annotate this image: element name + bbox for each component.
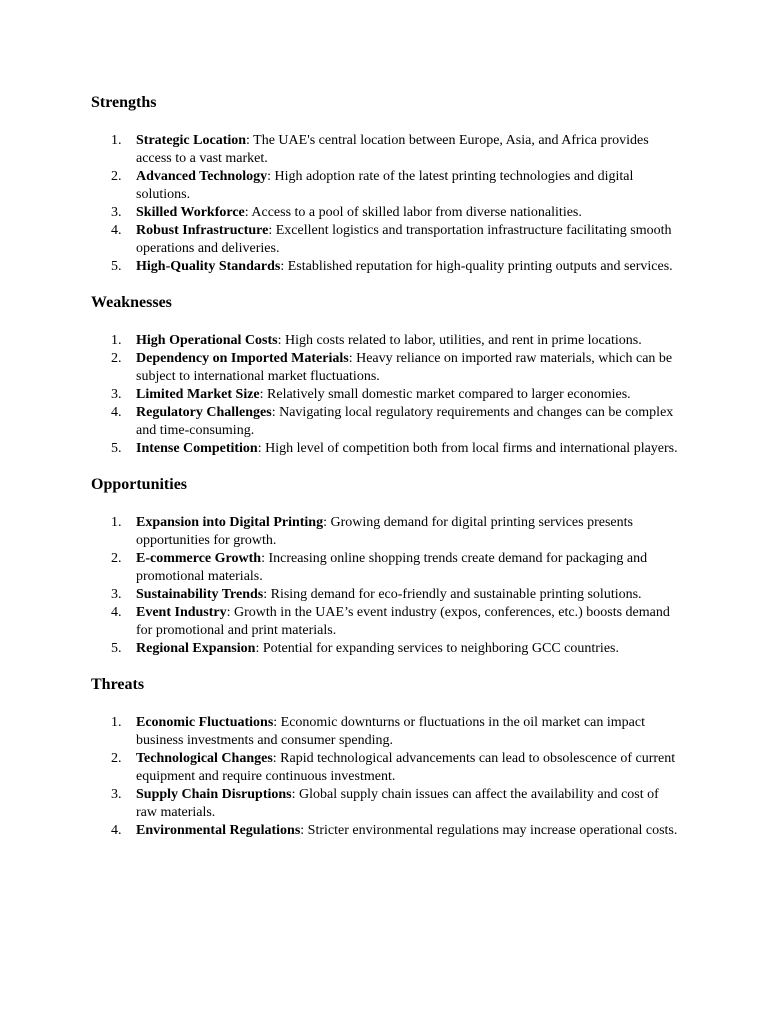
list-item: 3. Sustainability Trends: Rising demand for eco-friendly and sustainable printing solutions.	[111, 587, 642, 602]
list-item: 3. Skilled Workforce: Access to a pool of skilled labor from diverse nationalities.	[111, 205, 582, 220]
list-item: 5. Regional Expansion: Potential for expanding services to neighboring GCC countries.	[111, 641, 619, 656]
list-item: 5. High-Quality Standards: Established reputation for high-quality printing outputs and services.	[111, 259, 673, 274]
document-content	[91, 92, 681, 856]
list-item: 4. Robust Infrastructure: Excellent logistics and transportation infrastructure facilitating smooth operations and deliveries.	[111, 223, 672, 256]
list-item: 1. Strategic Location: The UAE's central location between Europe, Asia, and Africa provides access to a vast market.	[111, 133, 649, 166]
list-item: 2. Advanced Technology: High adoption rate of the latest printing technologies and digital solutions.	[111, 169, 634, 202]
list-item: 4. Regulatory Challenges: Navigating local regulatory requirements and changes can be complex and time-consuming.	[111, 405, 674, 438]
list-item: 1. Economic Fluctuations: Economic downturns or fluctuations in the oil market can impact business investments and consumer spending.	[111, 715, 645, 748]
section-title-weaknesses: Weaknesses	[91, 294, 172, 311]
list-item: 3. Supply Chain Disruptions: Global supply chain issues can affect the availability and cost of raw materials.	[111, 787, 659, 820]
list-item: 2. E-commerce Growth: Increasing online shopping trends create demand for packaging and promotional materials.	[111, 551, 648, 584]
section-title-opportunities: Opportunities	[91, 476, 188, 493]
list-item: 2. Technological Changes: Rapid technological advancements can lead to obsolescence of current equipment and require continuous investment.	[111, 751, 676, 784]
list-item: 1. High Operational Costs: High costs related to labor, utilities, and rent in prime locations.	[111, 333, 642, 348]
list-item: 2. Dependency on Imported Materials: Heavy reliance on imported raw materials, which can be subject to international market fluctuations.	[111, 351, 673, 384]
list-item: 4. Environmental Regulations: Stricter environmental regulations may increase operational costs.	[111, 823, 678, 838]
list-item: 5. Intense Competition: High level of competition both from local firms and international players.	[111, 441, 678, 456]
list-item: 3. Limited Market Size: Relatively small domestic market compared to larger economies.	[111, 387, 631, 402]
threats-list	[91, 714, 681, 840]
section-title-strengths: Strengths	[91, 94, 157, 111]
list-item: 1. Expansion into Digital Printing: Growing demand for digital printing services presents opportunities for growth.	[111, 515, 633, 548]
section-title-threats: Threats	[91, 676, 145, 693]
opportunities-list	[91, 514, 681, 658]
weaknesses-list	[91, 332, 681, 458]
list-item: 4. Event Industry: Growth in the UAE’s event industry (expos, conferences, etc.) boosts demand for promotional and print materials.	[111, 605, 670, 638]
strengths-list	[91, 132, 681, 276]
